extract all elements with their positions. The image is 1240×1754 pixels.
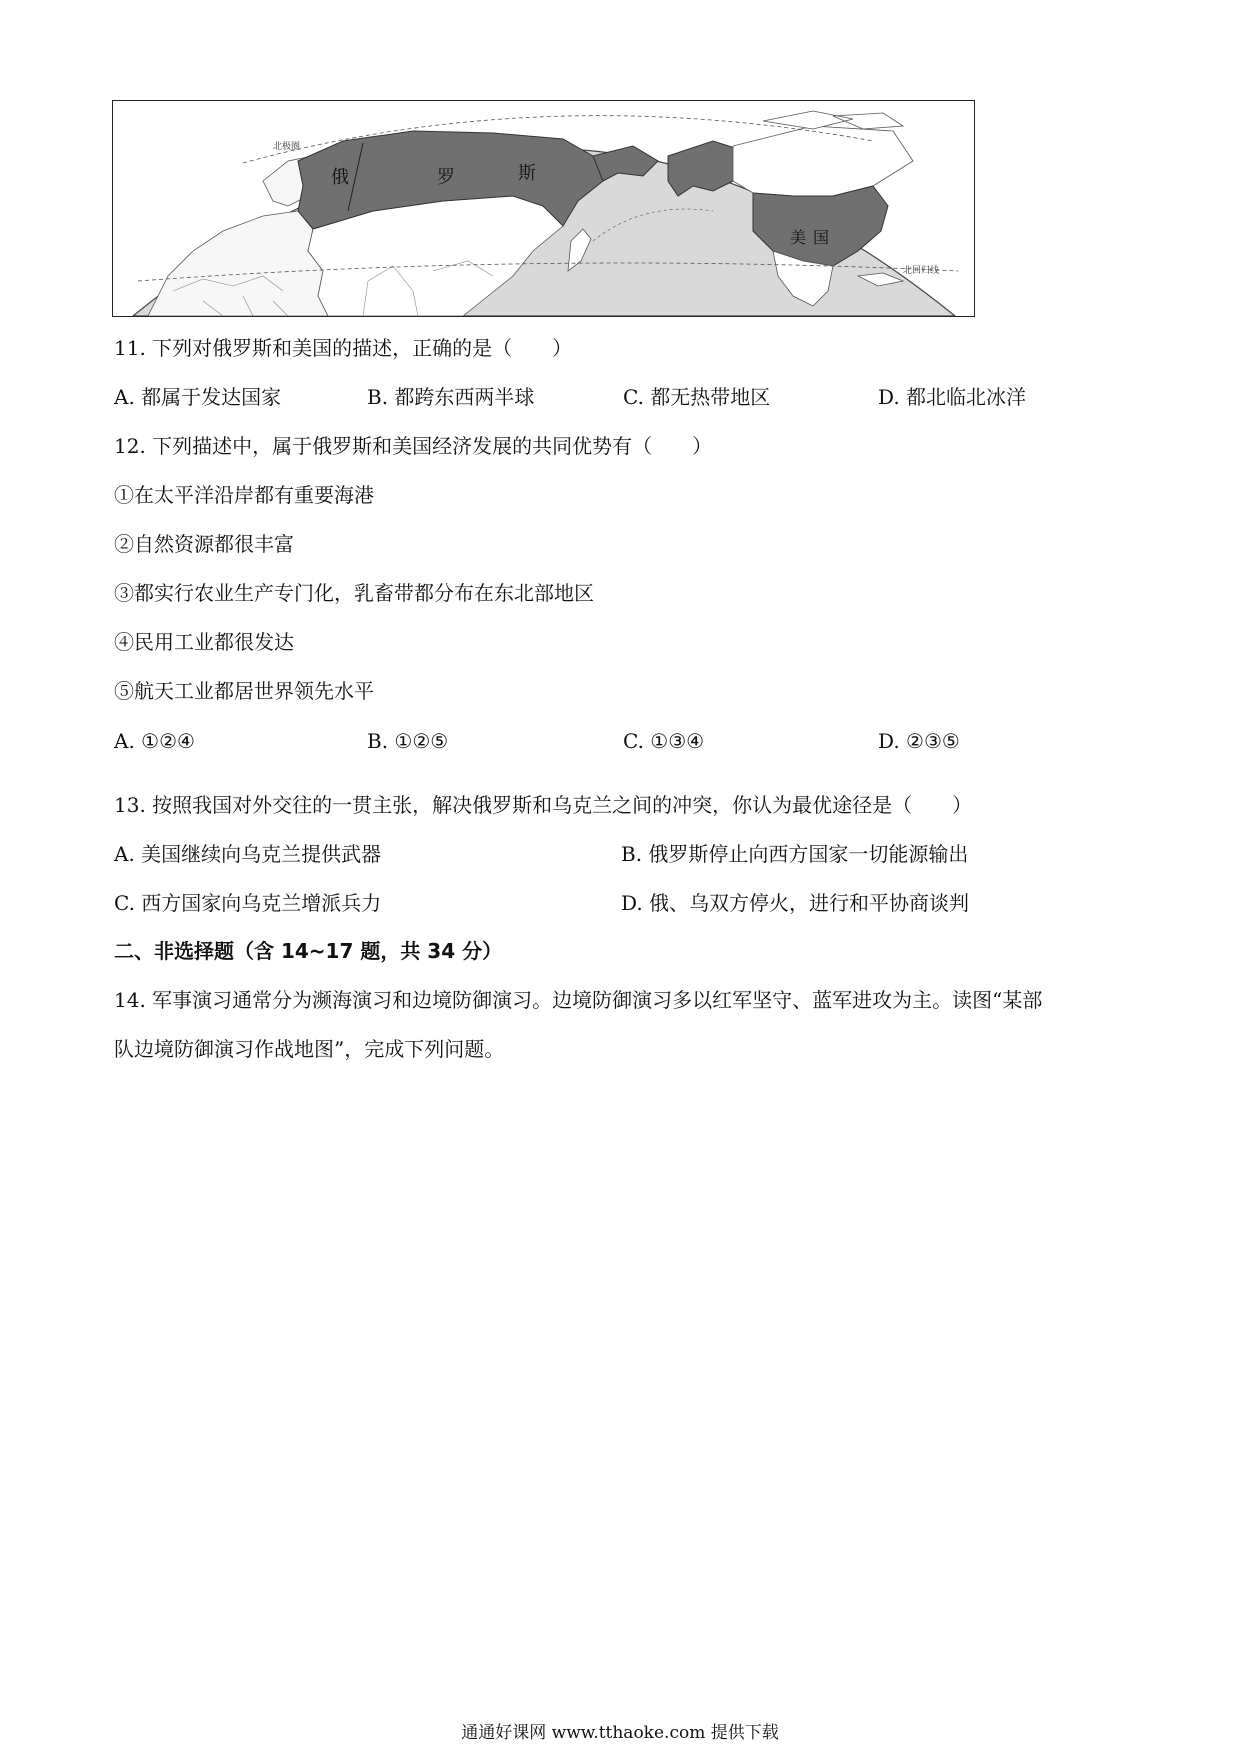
- q13-option-c: C. 西方国家向乌克兰增派兵力: [114, 891, 382, 915]
- q12-option-b: B. ①②⑤: [367, 729, 449, 753]
- label-russia-1: 俄: [331, 167, 349, 188]
- map-svg: [113, 101, 974, 316]
- label-tropic: 北回归线: [903, 266, 940, 276]
- q13-option-b: B. 俄罗斯停止向西方国家一切能源输出: [621, 842, 969, 866]
- label-arctic-circle: 北极圈: [273, 142, 301, 152]
- q13-stem: 13. 按照我国对外交往的一贯主张，解决俄罗斯和乌克兰之间的冲突，你认为最优途径是（ ）: [114, 793, 973, 817]
- q12-stem: 12. 下列描述中，属于俄罗斯和美国经济发展的共同优势有（ ）: [114, 434, 713, 458]
- world-map-figure: [112, 100, 975, 317]
- q11-option-d: D. 都北临北冰洋: [878, 385, 1027, 409]
- section-2-heading: 二、非选择题（含 14~17 题，共 34 分）: [114, 939, 503, 963]
- q11-option-a: A. 都属于发达国家: [114, 385, 282, 409]
- q14-line-1: 14. 军事演习通常分为濒海演习和边境防御演习。边境防御演习多以红军坚守、蓝军进攻为主。读图“某部: [114, 988, 1043, 1012]
- label-russia-2: 罗: [437, 167, 455, 188]
- q13-option-a: A. 美国继续向乌克兰提供武器: [114, 842, 382, 866]
- q12-item-1: ①在太平洋沿岸都有重要海港: [114, 483, 374, 507]
- q14-line-2: 队边境防御演习作战地图”，完成下列问题。: [114, 1037, 505, 1061]
- label-usa-2: 国: [813, 228, 830, 247]
- q12-item-5: ⑤航天工业都居世界领先水平: [114, 679, 374, 703]
- q12-option-c: C. ①③④: [623, 729, 705, 753]
- q11-option-c: C. 都无热带地区: [623, 385, 771, 409]
- q12-item-2: ②自然资源都很丰富: [114, 532, 294, 556]
- q12-option-a: A. ①②④: [114, 729, 195, 753]
- q11-stem: 11. 下列对俄罗斯和美国的描述，正确的是（ ）: [114, 336, 573, 360]
- label-russia-3: 斯: [518, 163, 536, 184]
- page-footer: 通通好课网 www.tthaoke.com 提供下载: [461, 1723, 779, 1743]
- q12-option-d: D. ②③⑤: [878, 729, 960, 753]
- q12-item-4: ④民用工业都很发达: [114, 630, 294, 654]
- q12-item-3: ③都实行农业生产专门化，乳畜带都分布在东北部地区: [114, 581, 594, 605]
- label-usa-1: 美: [790, 228, 807, 247]
- q11-option-b: B. 都跨东西两半球: [367, 385, 535, 409]
- q13-option-d: D. 俄、乌双方停火，进行和平协商谈判: [621, 891, 970, 915]
